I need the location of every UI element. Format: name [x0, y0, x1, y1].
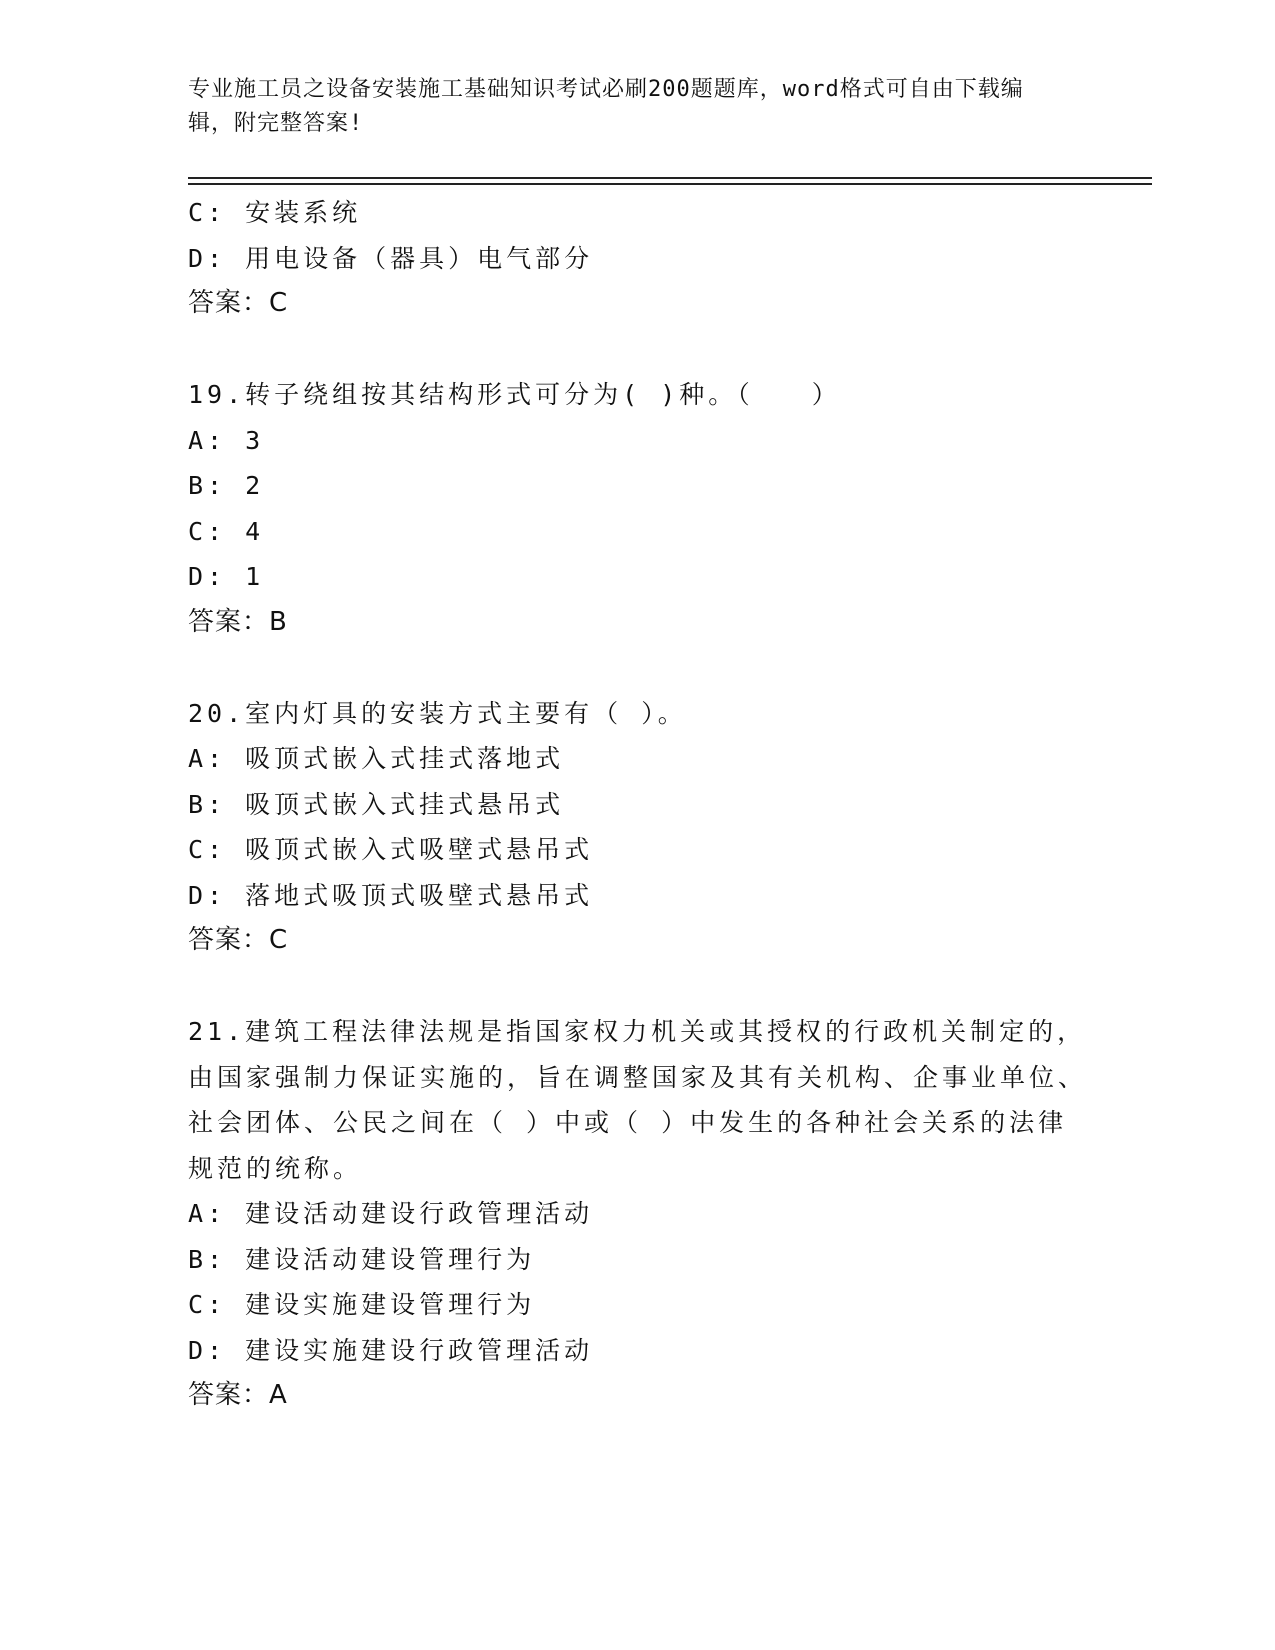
question-list	[188, 190, 1088, 1419]
question-stem: 19.转子绕组按其结构形式可分为( )种。（ ）	[188, 380, 841, 409]
option-c: C: 安装系统	[188, 198, 362, 227]
option-c: C: 4	[188, 516, 265, 546]
answer: 答案：B	[188, 606, 288, 637]
answer: 答案：C	[188, 288, 289, 318]
question-19	[188, 372, 1088, 645]
option-a: A: 3	[188, 425, 265, 455]
header-divider-top	[188, 177, 1152, 179]
option-d: D: 用电设备（器具）电气部分	[188, 243, 594, 273]
spacer	[188, 327, 1088, 373]
option-d: D: 1	[188, 562, 265, 591]
option-b: B: 建设活动建设管理行为	[188, 1244, 536, 1274]
option-b: B: 2	[188, 471, 265, 500]
option-b: B: 吸顶式嵌入式挂式悬吊式	[188, 789, 565, 819]
option-a: A: 吸顶式嵌入式挂式落地式	[188, 744, 565, 773]
option-d: D: 建设实施建设行政管理活动	[188, 1335, 594, 1365]
option-a: A: 建设活动建设行政管理活动	[188, 1199, 594, 1228]
option-c: C: 吸顶式嵌入式吸壁式悬吊式	[188, 835, 594, 864]
answer: 答案：A	[188, 1380, 288, 1410]
option-d: D: 落地式吸顶式吸壁式悬吊式	[188, 880, 594, 910]
question-18-tail	[188, 190, 1088, 327]
option-c: C: 建设实施建设管理行为	[188, 1290, 536, 1319]
question-stem: 21.建筑工程法律法规是指国家权力机关或其授权的行政机关制定的，由国家强制力保证实施的，旨在调整国家及其有关机构、企事业单位、社会团体、公民之间在（ ）中或（ ）中发生的各种社会关系的法律规范的统称。	[188, 1017, 1088, 1183]
question-20	[188, 691, 1088, 964]
header-divider-bottom	[188, 183, 1152, 185]
spacer	[188, 645, 1088, 691]
document-header: 专业施工员之设备安装施工基础知识考试必刷200题题库，word格式可自由下载编辑，附完整答案!	[188, 77, 1024, 136]
question-21	[188, 1009, 1088, 1419]
answer: 答案：C	[188, 925, 289, 955]
spacer	[188, 964, 1088, 1010]
question-stem: 20.室内灯具的安装方式主要有（ ）。	[188, 698, 687, 728]
